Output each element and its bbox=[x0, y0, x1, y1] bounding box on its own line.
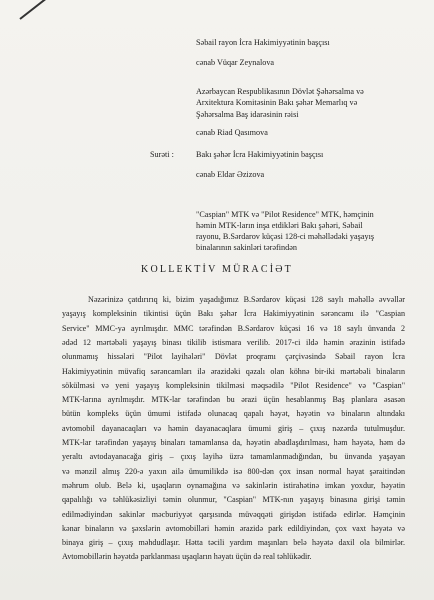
copy-line-2: cənab Eldar Əzizova bbox=[196, 170, 265, 179]
body-line: sökülməsi və yeni yaşayış kompleksinin tikilməsi məqsədilə "Pilot Residence" və "Caspian" bbox=[62, 380, 405, 390]
addressee-line-6: cənab Riad Qasımova bbox=[196, 128, 268, 137]
body-line: yeraltı avtodayanacağa giriş – çıxış layihə üzrə tamamlanmadığından, bu ünvanda yaşayan bbox=[62, 452, 405, 462]
addressee-line-3: Azərbaycan Respublikasının Dövlət Şəhərsalma və bbox=[196, 87, 364, 96]
subject-line-4: binalarının sakinləri tərəfindən bbox=[196, 243, 297, 252]
copy-line-1: Bakı şəhər İcra Hakimiyyətinin başçısı bbox=[196, 150, 324, 159]
body-line: MTK-larına ayrılmışdır. MTK-lar tərəfindən bu ərazi üçün hesablanmış Baş planlara əsasən bbox=[62, 395, 405, 405]
addressee-line-4: Arxitektura Komitəsinin Bakı şəhər Memarlıq və bbox=[196, 98, 358, 107]
body-line: Service" MMC-yə ayrılmışdır. MMC tərəfindən B.Sərdarov küçəsi 16 və 18 saylı ünvanda 2 bbox=[62, 323, 405, 333]
addressee-line-5: Şəhərsalma Baş idarəsinin rəisi bbox=[196, 110, 299, 119]
body-line: Hakimiyyətinin müvafiq sərəncamları ilə ərazidəki qəzalı olan köhnə bir-iki mərtəbəli binaların bbox=[62, 366, 405, 376]
body-line: olunmamış hissələri "Pilot layihələri" Dövlət proqramı çərçivəsində Səbail rayon İcra bbox=[62, 352, 405, 362]
body-line: qapalılığı və təhlükəsizliyi təmin olunmur, "Caspian" MTK-nın yaşayış binasına girişi təmin bbox=[62, 495, 405, 505]
subject-line-1: "Caspian" MTK və "Pilot Residence" MTK, həmçinin bbox=[196, 210, 374, 219]
subject-line-2: həmin MTK-ların inşa etdikləri Bakı şəhəri, Səbail bbox=[196, 221, 363, 230]
body-line: bütün kompleks üçün ümumi istifadə olunacaq qapalı həyət, həyətin və binaların altındakı bbox=[62, 409, 405, 419]
subject-line-3: rayonu, B.Sərdarov küçəsi 128-ci məhəllədəki yaşayış bbox=[196, 232, 375, 241]
body-line: edilmədiyindən sakinlər məcburiyyət qarşısında müvəqqəti girişdən istifadə edirlər. Həmçinin bbox=[62, 509, 405, 519]
document-title: KOLLEKTİV MÜRACİƏT bbox=[141, 264, 293, 275]
body-line: kənar binaların və şəxslərin avtomobilləri həmin ərazidə park edildiyindən, çox vaxt həyətə və bbox=[62, 523, 405, 533]
body-line: Nəzərinizə çatdırırıq ki, bizim yaşadığımız B.Sərdarov küçəsi 128 saylı məhəllə əvvəllər bbox=[88, 295, 405, 304]
body-line: ədəd 12 mərtəbəli yaşayış binası tikilib istismara verilib. 2017-ci ildə həmin ərazinin istifadə bbox=[62, 337, 405, 347]
body-line: yaşayış kompleksinin tikintisi üçün Bakı şəhər İcra Hakimiyyətinin sərəncamı ilə "Caspian bbox=[62, 309, 405, 319]
body-line: avtomobil dayanacaqları və həmin dayanacaqlara ümumi giriş – çıxış nəzərdə tutulmuşdur. bbox=[62, 423, 405, 433]
addressee-line-1: Səbail rayon İcra Hakimiyyətinin başçısı bbox=[196, 38, 330, 47]
body-line: binaya giriş – çıxış məhdudlaşır. Hətta təcili yardım maşınları belə həyətə daxil ola bilmirlər. bbox=[62, 538, 405, 548]
copy-label: Surəti : bbox=[150, 150, 174, 159]
body-line: Avtomobillərin həyətdə parklanması uşaqların həyatı üçün də real təhlükədir. bbox=[62, 552, 312, 562]
addressee-line-2: cənab Vüqar Zeynalova bbox=[196, 58, 275, 67]
pen-stroke-mark bbox=[19, 0, 47, 20]
body-line: və mənzil almış 220-ə yaxın ailə ümumilikdə isə 800-dən çox insan normal həyat şəraitindən bbox=[62, 466, 405, 476]
body-line: MTK-lar tərəfindən yaşayış binaları tamamlansa da, həyətin abadlaşdırılması, həm həyətə, həm də bbox=[62, 438, 405, 447]
body-line: məhrum olub. Belə ki, uşaqların oynamağına və sakinlərin istirahətinə imkan yoxdur, həyətin bbox=[62, 480, 405, 490]
